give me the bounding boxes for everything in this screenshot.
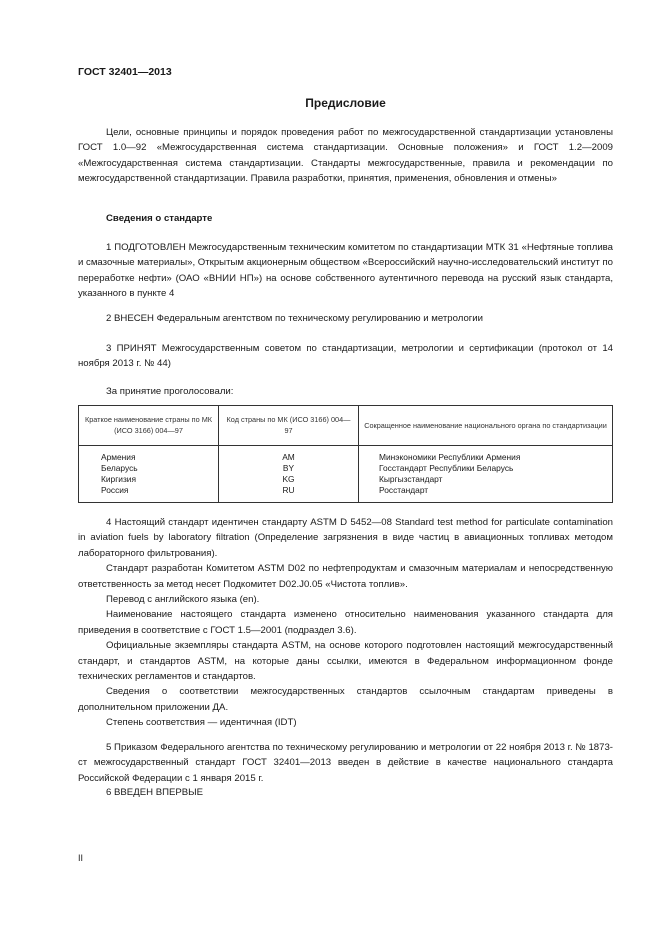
standard-code-header: ГОСТ 32401—2013 [78,66,172,78]
code-cell: AM [219,446,359,464]
item-6: 6 ВВЕДЕН ВПЕРВЫЕ [106,787,204,798]
page-number: II [78,853,84,863]
item-1-text: 1 ПОДГОТОВЛЕН Межгосударственным техническим комитетом по стандартизации МТК 31 «Нефтяные топлива и смазочные материалы», Открытым акционерным обществом «Всероссийский научно-исследовательский институт по переработке нефти» (ОАО «ВНИИ НП») на основе собственного аутентичного перевода на русский язык стандарта, указанного в пункте 4 [78,242,613,300]
section-subheading: Сведения о стандарте [106,213,213,224]
body-cell: Минэкономики Республики Армения [359,446,613,464]
voting-table [78,405,613,503]
code-cell: RU [219,485,359,503]
code-cell: KG [219,474,359,485]
vote-label: За принятие проголосовали: [106,386,234,397]
country-cell: Армения [79,446,219,464]
item-4-paragraph: Степень соответствия — идентичная (IDT) [106,717,297,729]
item-2-text: 2 ВНЕСЕН Федеральным агентством по техническому регулированию и метрологии [106,313,484,324]
header-country-name: Краткое наименование страны по МК (ИСО 3166) 004—97 [79,406,219,446]
table-row [79,463,613,474]
item-2 [78,311,613,326]
page-title: Предисловие [305,96,386,110]
item-4 [78,515,613,731]
table-row [79,485,613,503]
intro-paragraph [78,125,613,187]
table-row [79,474,613,485]
code-cell: BY [219,463,359,474]
item-4-paragraph: Официальные экземпляры стандарта ASTM, на основе которого подготовлен настоящий межгосударственный стандарт, и стандартов ASTM, на которые даны ссылки, имеются в Федеральном информационном фонде технических регламентов и стандартов. [78,640,613,683]
item-3-text: 3 ПРИНЯТ Межгосударственным советом по стандартизации, метрологии и сертификации (протокол от 14 ноября 2013 г. № 44) [78,343,613,370]
body-cell: Госстандарт Республики Беларусь [359,463,613,474]
intro-text: Цели, основные принципы и порядок проведения работ по межгосударственной стандартизации установлены ГОСТ 1.0—92 «Межгосударственная система стандартизации. Основные положения» и ГОСТ 1.2—2009 «Межгосударственная система стандартизации. Стандарты межгосударственные, правила и рекомендации по межгосударственной стандартизации. Правила разработки, принятия, применения, обновления и отмены» [78,127,613,185]
table-header-row [79,406,613,446]
item-4-paragraph: Перевод с английского языка (en). [106,594,260,606]
item-4-paragraph: Наименование настоящего стандарта изменено относительно наименования указанного стандарта для приведения в соответствие с ГОСТ 1.5—2001 (подраздел 3.6). [78,609,613,636]
header-national-body: Сокращенное наименование национального органа по стандартизации [359,406,613,446]
item-1 [78,240,613,302]
country-cell: Киргизия [79,474,219,485]
body-cell: Росстандарт [359,485,613,503]
country-cell: Беларусь [79,463,219,474]
item-5 [78,740,613,786]
item-4-paragraph: Стандарт разработан Комитетом ASTM D02 по нефтепродуктам и смазочным материалам и непосредственную ответственность за метод несет Подкомитет D02.J0.05 «Чистота топлив». [78,563,613,590]
item-3 [78,341,613,372]
header-country-code: Код страны по МК (ИСО 3166) 004—97 [219,406,359,446]
item-4-paragraph: 4 Настоящий стандарт идентичен стандарту ASTM D 5452—08 Standard test method for particulate contamination in aviation fuels by laboratory filtration (Определение загрязнения в виде частиц в авиационных топливах методом лабораторного фильтрования). [78,517,613,559]
item-5-text: 5 Приказом Федерального агентства по техническому регулированию и метрологии от 22 ноября 2013 г. № 1873-ст межгосударственный стандарт ГОСТ 32401—2013 введен в действие в качестве национального стандарта Российской Федерации с 1 января 2015 г. [78,742,613,784]
table-row [79,446,613,464]
item-4-paragraph: Сведения о соответствии межгосударственных стандартов ссылочным стандартам приведены в дополнительном приложении ДА. [78,686,613,713]
body-cell: Кыргызстандарт [359,474,613,485]
country-cell: Россия [79,485,219,503]
